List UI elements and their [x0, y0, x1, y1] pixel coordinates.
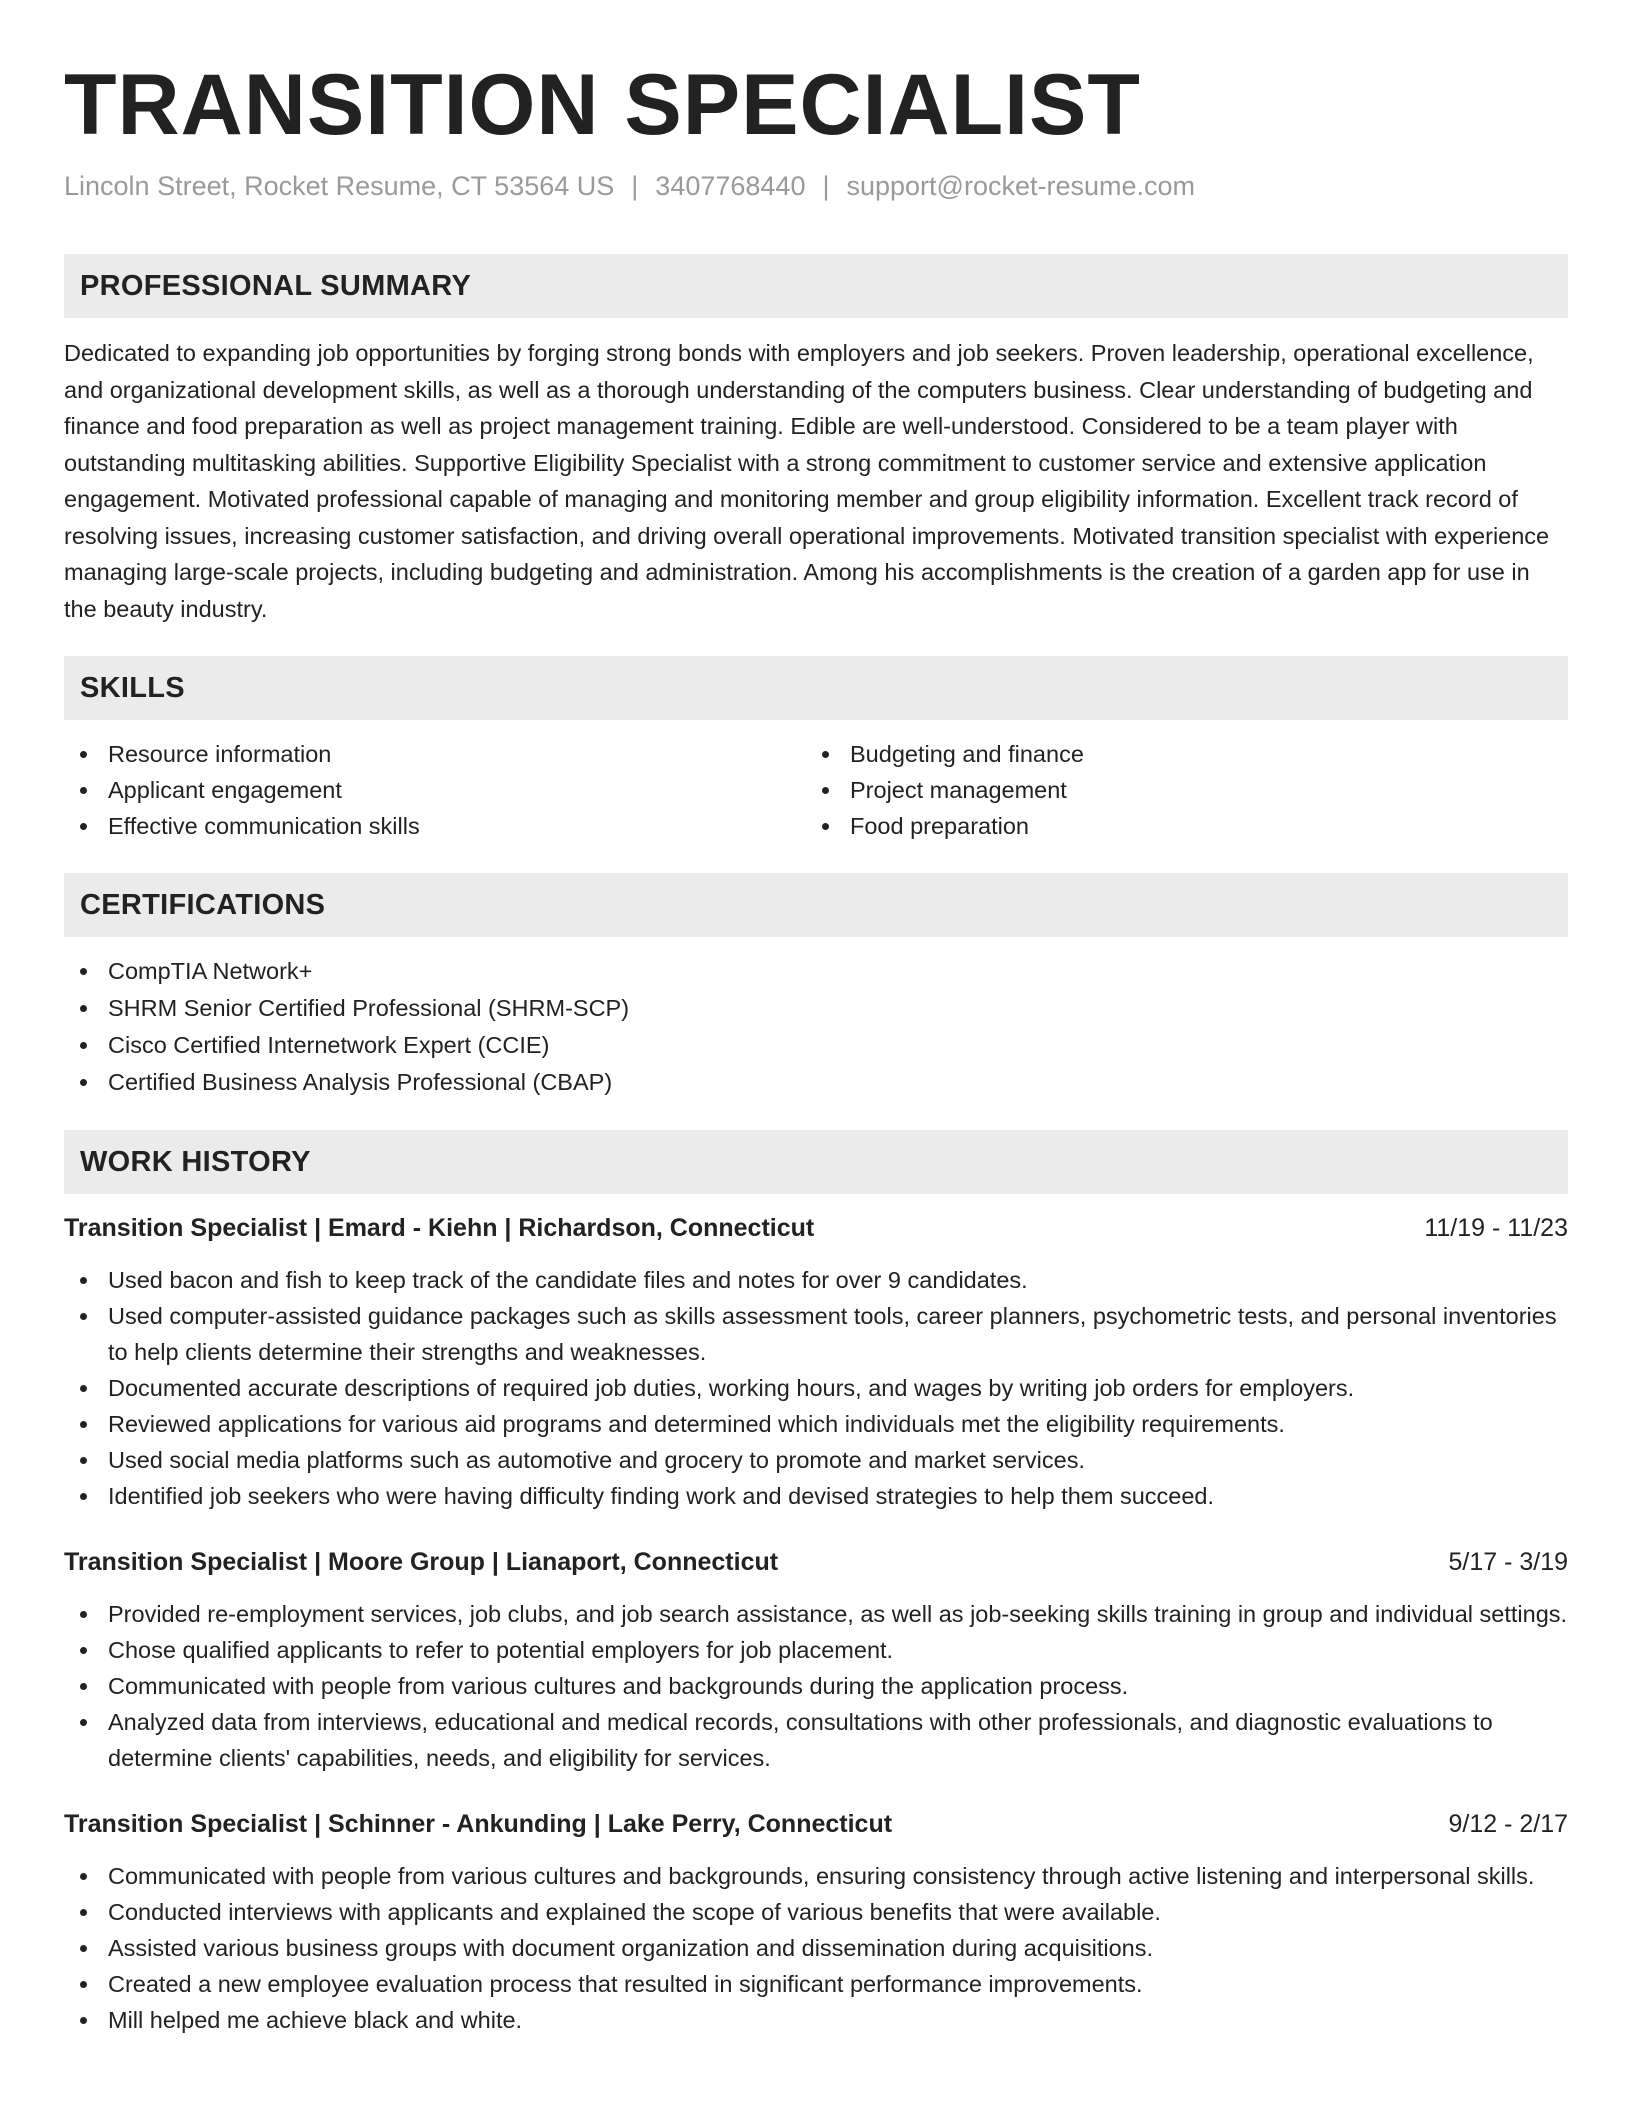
skills-column-left [64, 736, 806, 844]
section-header-skills: SKILLS [64, 656, 1568, 720]
contact-phone: 3407768440 [655, 171, 806, 201]
job-bullets [64, 1596, 1568, 1776]
job-bullet: Mill helped me achieve black and white. [64, 2002, 1568, 2038]
job-dates: 11/19 - 11/23 [1424, 1214, 1568, 1242]
skill-item: Applicant engagement [64, 772, 806, 808]
certification-item: CompTIA Network+ [64, 953, 1568, 990]
skill-item: Food preparation [806, 808, 1548, 844]
skill-item: Budgeting and finance [806, 736, 1548, 772]
job-bullet: Documented accurate descriptions of required job duties, working hours, and wages by writing job orders for employers. [64, 1370, 1568, 1406]
section-header-work-history: WORK HISTORY [64, 1130, 1568, 1194]
job-bullet: Communicated with people from various cultures and backgrounds, ensuring consistency through active listening and interpersonal skills. [64, 1858, 1568, 1894]
contact-separator: | [631, 171, 639, 201]
job-title: Transition Specialist | Moore Group | Lianaport, Connecticut [64, 1548, 779, 1576]
contact-email: support@rocket-resume.com [846, 171, 1196, 201]
certification-item: Certified Business Analysis Professional (CBAP) [64, 1064, 1568, 1101]
job-bullet: Conducted interviews with applicants and explained the scope of various benefits that were available. [64, 1894, 1568, 1930]
job-bullet: Created a new employee evaluation process that resulted in significant performance improvements. [64, 1966, 1568, 2002]
certification-item: Cisco Certified Internetwork Expert (CCIE) [64, 1027, 1568, 1064]
job-bullet: Used computer-assisted guidance packages such as skills assessment tools, career planners, psychometric tests, and personal inventories to help clients determine their strengths and weaknesses. [64, 1298, 1568, 1370]
job-bullet: Assisted various business groups with document organization and dissemination during acquisitions. [64, 1930, 1568, 1966]
job-entry [64, 1210, 1568, 1514]
section-header-certifications: CERTIFICATIONS [64, 873, 1568, 937]
job-bullet: Used social media platforms such as automotive and grocery to promote and market services. [64, 1442, 1568, 1478]
certifications-list [64, 953, 1568, 1101]
job-header [64, 1210, 1568, 1246]
job-bullet: Identified job seekers who were having difficulty finding work and devised strategies to help them succeed. [64, 1478, 1568, 1514]
job-header [64, 1544, 1568, 1580]
job-bullet: Analyzed data from interviews, educational and medical records, consultations with other professionals, and diagnostic evaluations to determine clients' capabilities, needs, and eligibility for services. [64, 1704, 1568, 1776]
job-title: Transition Specialist | Emard - Kiehn | Richardson, Connecticut [64, 1214, 815, 1242]
job-entry [64, 1806, 1568, 2038]
skills-list [64, 736, 1568, 844]
job-bullet: Chose qualified applicants to refer to potential employers for job placement. [64, 1632, 1568, 1668]
job-dates: 9/12 - 2/17 [1448, 1810, 1568, 1838]
job-bullet: Communicated with people from various cultures and backgrounds during the application process. [64, 1668, 1568, 1704]
job-bullet: Reviewed applications for various aid programs and determined which individuals met the eligibility requirements. [64, 1406, 1568, 1442]
skill-item: Effective communication skills [64, 808, 806, 844]
contact-address: Lincoln Street, Rocket Resume, CT 53564 US [64, 171, 615, 201]
job-bullet: Used bacon and fish to keep track of the candidate files and notes for over 9 candidates. [64, 1262, 1568, 1298]
job-bullets [64, 1858, 1568, 2038]
job-bullet: Provided re-employment services, job clubs, and job search assistance, as well as job-seeking skills training in group and individual settings. [64, 1596, 1568, 1632]
resume-page [64, 56, 1568, 2038]
summary-text: Dedicated to expanding job opportunities by forging strong bonds with employers and job seekers. Proven leadership, operational excellence, and organizational development skills, as well as a thorough understanding of the computers business. Clear understanding of budgeting and finance and food preparation as well as project management training. Edible are well-understood. Considered to be a team player with outstanding multitasking abilities. Supportive Eligibility Specialist with a strong commitment to customer service and extensive application engagement. Motivated professional capable of managing and monitoring member and group eligibility information. Excellent track record of resolving issues, increasing customer satisfaction, and driving overall operational improvements. Motivated transition specialist with experience managing large-scale projects, including budgeting and administration. Among his accomplishments is the creation of a garden app for use in the beauty industry. [64, 340, 1550, 622]
job-entry [64, 1544, 1568, 1776]
contact-separator: | [822, 171, 830, 201]
job-header [64, 1806, 1568, 1842]
resume-title: TRANSITION SPECIALIST [64, 57, 1141, 153]
skill-item: Project management [806, 772, 1548, 808]
job-bullets [64, 1262, 1568, 1514]
skill-item: Resource information [64, 736, 806, 772]
job-title: Transition Specialist | Schinner - Ankunding | Lake Perry, Connecticut [64, 1810, 893, 1838]
job-dates: 5/17 - 3/19 [1448, 1548, 1568, 1576]
section-header-summary: PROFESSIONAL SUMMARY [64, 254, 1568, 318]
contact-line [64, 168, 1568, 204]
certification-item: SHRM Senior Certified Professional (SHRM-SCP) [64, 990, 1568, 1027]
skills-column-right [806, 736, 1548, 844]
